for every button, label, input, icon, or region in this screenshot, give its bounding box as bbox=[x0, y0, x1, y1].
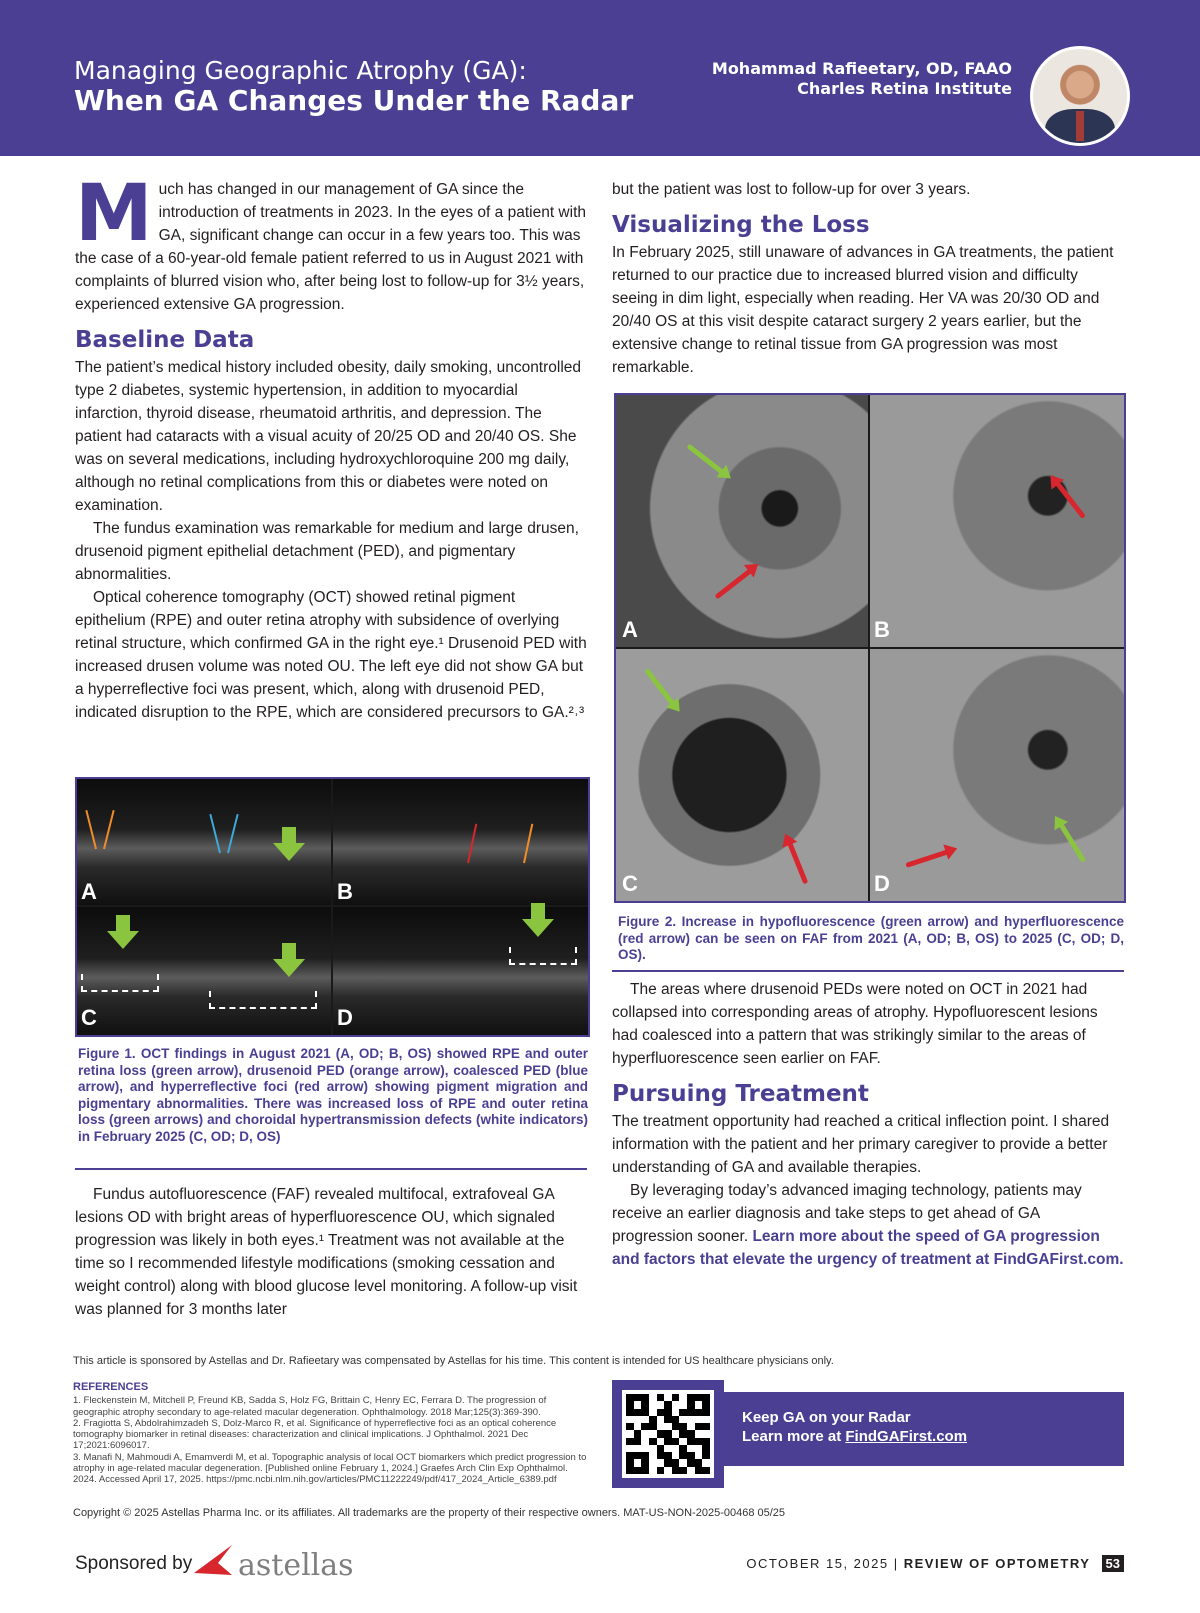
faf-paragraph: Fundus autofluorescence (FAF) revealed multifocal, extrafoveal GA lesions OD with bright areas of hyperfluorescence OU, which signaled progression was likely in both eyes.¹ Treatment was not available at the time so I recommended lifestyle modifications (smoking cessation and weight control) along with blood glucose level monitoring. A follow-up visit was planned for 3 months later bbox=[75, 1186, 578, 1318]
heading-visualizing-the-loss: Visualizing the Loss bbox=[612, 212, 870, 238]
fig2-panel-c bbox=[616, 649, 868, 901]
reference-item: 1. Fleckenstein M, Mitchell P, Freund KB, Sadda S, Holz FG, Brittain C, Henry EC, Ferrara D. The progression of geographic atrophy secondary to age-related macular degeneration. Ophthalmology. 2018 Mar;125(3):369-390. bbox=[73, 1395, 547, 1418]
baseline-paragraph-2: The fundus examination was remarkable for medium and large drusen, drusenoid pigment epithelial detachment (PED), and pigmentary abnormalities. bbox=[75, 520, 579, 583]
fig2-label-d: D bbox=[874, 871, 890, 896]
fig2-panel-b bbox=[870, 395, 1124, 647]
promo-prefix: Learn more at bbox=[742, 1428, 846, 1445]
green-arrow-icon bbox=[522, 919, 554, 937]
astellas-logo-text: astellas bbox=[238, 1548, 354, 1583]
white-indicator bbox=[209, 991, 317, 1009]
white-indicator bbox=[81, 974, 159, 992]
sponsor-note: This article is sponsored by Astellas and Dr. Rafieetary was compensated by Astellas for his time. This content is intended for US healthcare physicians only. bbox=[73, 1355, 834, 1367]
white-indicator bbox=[509, 947, 577, 965]
page-number: 53 bbox=[1102, 1555, 1124, 1572]
qr-frame bbox=[612, 1380, 724, 1488]
figure-1-oct bbox=[75, 777, 590, 1037]
references-heading: REFERENCES bbox=[73, 1381, 149, 1393]
fig2-label-b: B bbox=[874, 617, 890, 642]
treatment-paragraph-2 bbox=[612, 1179, 1124, 1271]
baseline-paragraph-3: Optical coherence tomography (OCT) showed retinal pigment epithelium (RPE) and outer retina atrophy with subsidence of overlying retinal structure, which confirmed GA in the right eye.¹ Drusenoid PED with increased drusen volume was noted OU. The left eye did not show GA but a hyperreflective foci was present, which, along with drusenoid PED, indicated disruption to the RPE, which are considered precursors to GA.²˒³ bbox=[75, 589, 587, 721]
sponsored-by-label: Sponsored by bbox=[75, 1553, 193, 1574]
portrait-tie bbox=[1076, 111, 1084, 141]
references-block bbox=[73, 1382, 593, 1486]
figure-1-caption: Figure 1. OCT findings in August 2021 (A, OD; B, OS) showed RPE and outer retina loss (green arrow), drusenoid PED (orange arrow), coalesced PED (blue arrow), and hyperreflective foci (red arrow) showing pigment migration and pigmentary abnormalities. There was increased loss of RPE and outer retina loss (green arrows) and choroidal hypertransmission defects (white indicators) in February 2025 (C, OD; D, OS) bbox=[78, 1046, 588, 1144]
astellas-logo-icon bbox=[192, 1543, 234, 1577]
red-arrow-icon bbox=[461, 823, 475, 863]
orange-arrow-icon bbox=[93, 809, 107, 849]
journal-name: REVIEW OF OPTOMETRY bbox=[903, 1556, 1091, 1571]
author-affiliation: Charles Retina Institute bbox=[797, 79, 1012, 98]
green-arrow-icon bbox=[107, 931, 139, 949]
reference-item: 3. Manafi N, Mahmoudi A, Emamverdi M, et al. Topographic analysis of local OCT biomarkers which predict progression to atrophy in age-related macular degeneration. [Published online February 1, 2024.] Graefes Arch Clin Exp Ophthalmol. 2024. Accessed April 17, 2025. https://pmc.ncbi.nlm.nih.gov/articles/PMC11222249/pdf/417_2024_Article_6389.pdf bbox=[73, 1451, 587, 1486]
left-column-top bbox=[75, 169, 587, 724]
fig1-label-b: B bbox=[337, 879, 353, 904]
article-title-line1: Managing Geographic Atrophy (GA): bbox=[74, 56, 527, 85]
author-portrait bbox=[1030, 46, 1130, 146]
right-column-bottom bbox=[612, 978, 1124, 1271]
promo-line-1: Keep GA on your Radar bbox=[742, 1409, 911, 1426]
promo-link[interactable]: FindGAFirst.com bbox=[845, 1428, 968, 1445]
article-title-line2: When GA Changes Under the Radar bbox=[74, 84, 634, 117]
drop-cap: M bbox=[75, 169, 153, 259]
continuation-paragraph: but the patient was lost to follow-up for over 3 years. bbox=[612, 181, 971, 198]
page-info bbox=[746, 1555, 1124, 1572]
intro-text: uch has changed in our management of GA since the introduction of treatments in 2023. In the eyes of a patient with GA, significant change can occur in a few years too. This was the case of a 60-year-old female patient referred to us in August 2021 with complaints of blurred vision who, after being lost to follow-up for 3½ years, experienced extensive GA progression. bbox=[75, 181, 586, 313]
blue-arrow-icon bbox=[217, 813, 231, 853]
fig2-label-a: A bbox=[622, 617, 638, 642]
figure-2-caption: Figure 2. Increase in hypofluorescence (green arrow) and hyperfluorescence (red arrow) can be seen on FAF from 2021 (A, OD; B, OS) to 2025 (C, OD; D, OS). bbox=[618, 914, 1124, 962]
intro-paragraph bbox=[75, 169, 587, 316]
caption-rule bbox=[75, 1168, 587, 1170]
green-arrow-icon bbox=[273, 959, 305, 977]
copyright-line: Copyright © 2025 Astellas Pharma Inc. or its affiliates. All trademarks are the property of their respective owners. MAT-US-NON-2025-00468 05/25 bbox=[73, 1507, 786, 1519]
promo-box bbox=[612, 1380, 1124, 1488]
figure-2-faf bbox=[614, 393, 1126, 903]
promo-line-2 bbox=[742, 1427, 1124, 1446]
baseline-paragraph-1: The patient’s medical history included obesity, daily smoking, uncontrolled type 2 diabetes, systemic hypertension, in addition to myocardial infarction, thyroid disease, rheumatoid arthritis, and depression. The patient had cataracts with a visual acuity of 20/25 OD and 20/40 OS. She was on several medications, including hydroxychloroquine 200 mg daily, although no retinal complications from this or diabetes were noted on examination. bbox=[75, 359, 582, 514]
heading-pursuing-treatment: Pursuing Treatment bbox=[612, 1081, 869, 1107]
heading-baseline-data: Baseline Data bbox=[75, 327, 255, 353]
promo-band bbox=[724, 1392, 1124, 1466]
left-column-bottom bbox=[75, 1183, 587, 1321]
treatment-paragraph-1: The treatment opportunity had reached a critical inflection point. I shared information with the patient and her primary caregiver to provide a better understanding of GA and available therapies. bbox=[612, 1113, 1110, 1176]
fig1-label-a: A bbox=[81, 879, 97, 904]
orange-arrow-icon bbox=[517, 823, 531, 863]
issue-date: OCTOBER 15, 2025 | bbox=[746, 1556, 899, 1571]
author-name: Mohammad Rafieetary, OD, FAAO bbox=[711, 59, 1012, 78]
green-arrow-icon bbox=[273, 843, 305, 861]
treatment-text: By leveraging today’s advanced imaging technology, patients may receive an earlier diagnosis and take steps to get ahead of GA progression sooner. bbox=[612, 1182, 1082, 1245]
fig2-label-c: C bbox=[622, 871, 638, 896]
right-column-top bbox=[612, 178, 1124, 379]
author-block bbox=[712, 59, 1012, 99]
qr-code-icon[interactable] bbox=[622, 1390, 714, 1478]
reference-item: 2. Fragiotta S, Abdolrahimzadeh S, Dolz-Marco R, et al. Significance of hyperreflective foci as an optical coherence tomography biomarker in retinal diseases: characterization and clinical implications. J Ophthalmol. 2021 Dec 17;2021:6096017. bbox=[73, 1417, 557, 1452]
fig2-panel-a bbox=[616, 395, 868, 647]
fig1-label-d: D bbox=[337, 1005, 353, 1030]
visualizing-paragraph: In February 2025, still unaware of advances in GA treatments, the patient returned to our practice due to increased blurred vision and difficulty seeing in dim light, especially when reading. Her VA was 20/30 OD and 20/40 OS at this visit despite cataract surgery 2 years earlier, but the extensive change to retinal tissue from GA progression was most remarkable. bbox=[612, 244, 1114, 376]
findgafirst-link[interactable]: Learn more about the speed of GA progression and factors that elevate the urgency of treatment at FindGAFirst.com. bbox=[612, 1228, 1124, 1268]
caption-rule bbox=[612, 970, 1124, 972]
collapse-paragraph: The areas where drusenoid PEDs were noted on OCT in 2021 had collapsed into corresponding areas of atrophy. Hypofluorescent lesions had coalesced into a pattern that was strikingly similar to the areas of hyperfluorescence seen earlier on FAF. bbox=[612, 981, 1098, 1067]
fig1-label-c: C bbox=[81, 1005, 97, 1030]
